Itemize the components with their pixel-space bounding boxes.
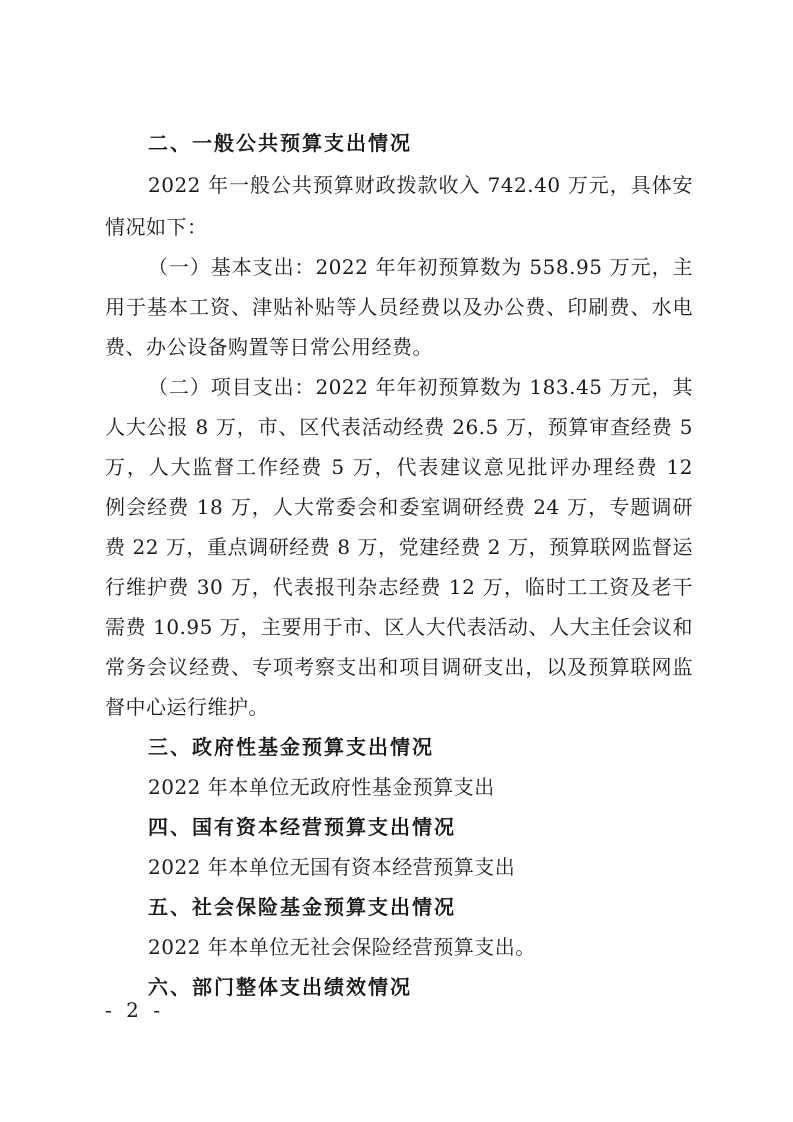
page-number: - 2 - xyxy=(105,998,164,1022)
paragraph-line: 人大公报 8 万，市、区代表活动经费 26.5 万，预算审查经费 5 xyxy=(105,415,693,439)
paragraph-line: 2022 年一般公共预算财政拨款收入 742.40 万元，具体安 xyxy=(148,173,693,197)
paragraph-line: 费 22 万，重点调研经费 8 万，党建经费 2 万，预算联网监督运 xyxy=(105,535,693,559)
paragraph-line: 情况如下： xyxy=(105,215,208,239)
section-heading-social-insurance: 五、社会保险基金预算支出情况 xyxy=(148,895,456,919)
paragraph-line: 常务会议经费、专项考察支出和项目调研支出，以及预算联网监 xyxy=(105,655,693,679)
section-heading-government-fund: 三、政府性基金预算支出情况 xyxy=(148,735,434,759)
section-heading-general-budget: 二、一般公共预算支出情况 xyxy=(148,131,412,155)
paragraph-line: （一）基本支出：2022 年年初预算数为 558.95 万元，主 xyxy=(148,255,693,279)
paragraph-line: 2022 年本单位无国有资本经营预算支出 xyxy=(148,855,516,879)
paragraph-line: 2022 年本单位无政府性基金预算支出 xyxy=(148,775,495,799)
paragraph-line: 用于基本工资、津贴补贴等人员经费以及办公费、印刷费、水电 xyxy=(105,295,693,319)
paragraph-line: 需费 10.95 万，主要用于市、区人大代表活动、人大主任会议和 xyxy=(105,615,693,639)
section-heading-state-capital: 四、国有资本经营预算支出情况 xyxy=(148,815,456,839)
paragraph-line: 万，人大监督工作经费 5 万，代表建议意见批评办理经费 12 xyxy=(105,455,693,479)
paragraph-line: 费、办公设备购置等日常公用经费。 xyxy=(105,335,433,359)
paragraph-line: 2022 年本单位无社会保险经营预算支出。 xyxy=(148,935,536,959)
paragraph-line: 行维护费 30 万，代表报刊杂志经费 12 万，临时工工资及老干 xyxy=(105,575,693,599)
section-heading-performance: 六、部门整体支出绩效情况 xyxy=(148,975,412,999)
paragraph-line: 督中心运行维护。 xyxy=(105,695,269,719)
paragraph-line: （二）项目支出：2022 年年初预算数为 183.45 万元，其 xyxy=(148,375,693,399)
paragraph-line: 例会经费 18 万，人大常委会和委室调研经费 24 万，专题调研 xyxy=(105,495,693,519)
